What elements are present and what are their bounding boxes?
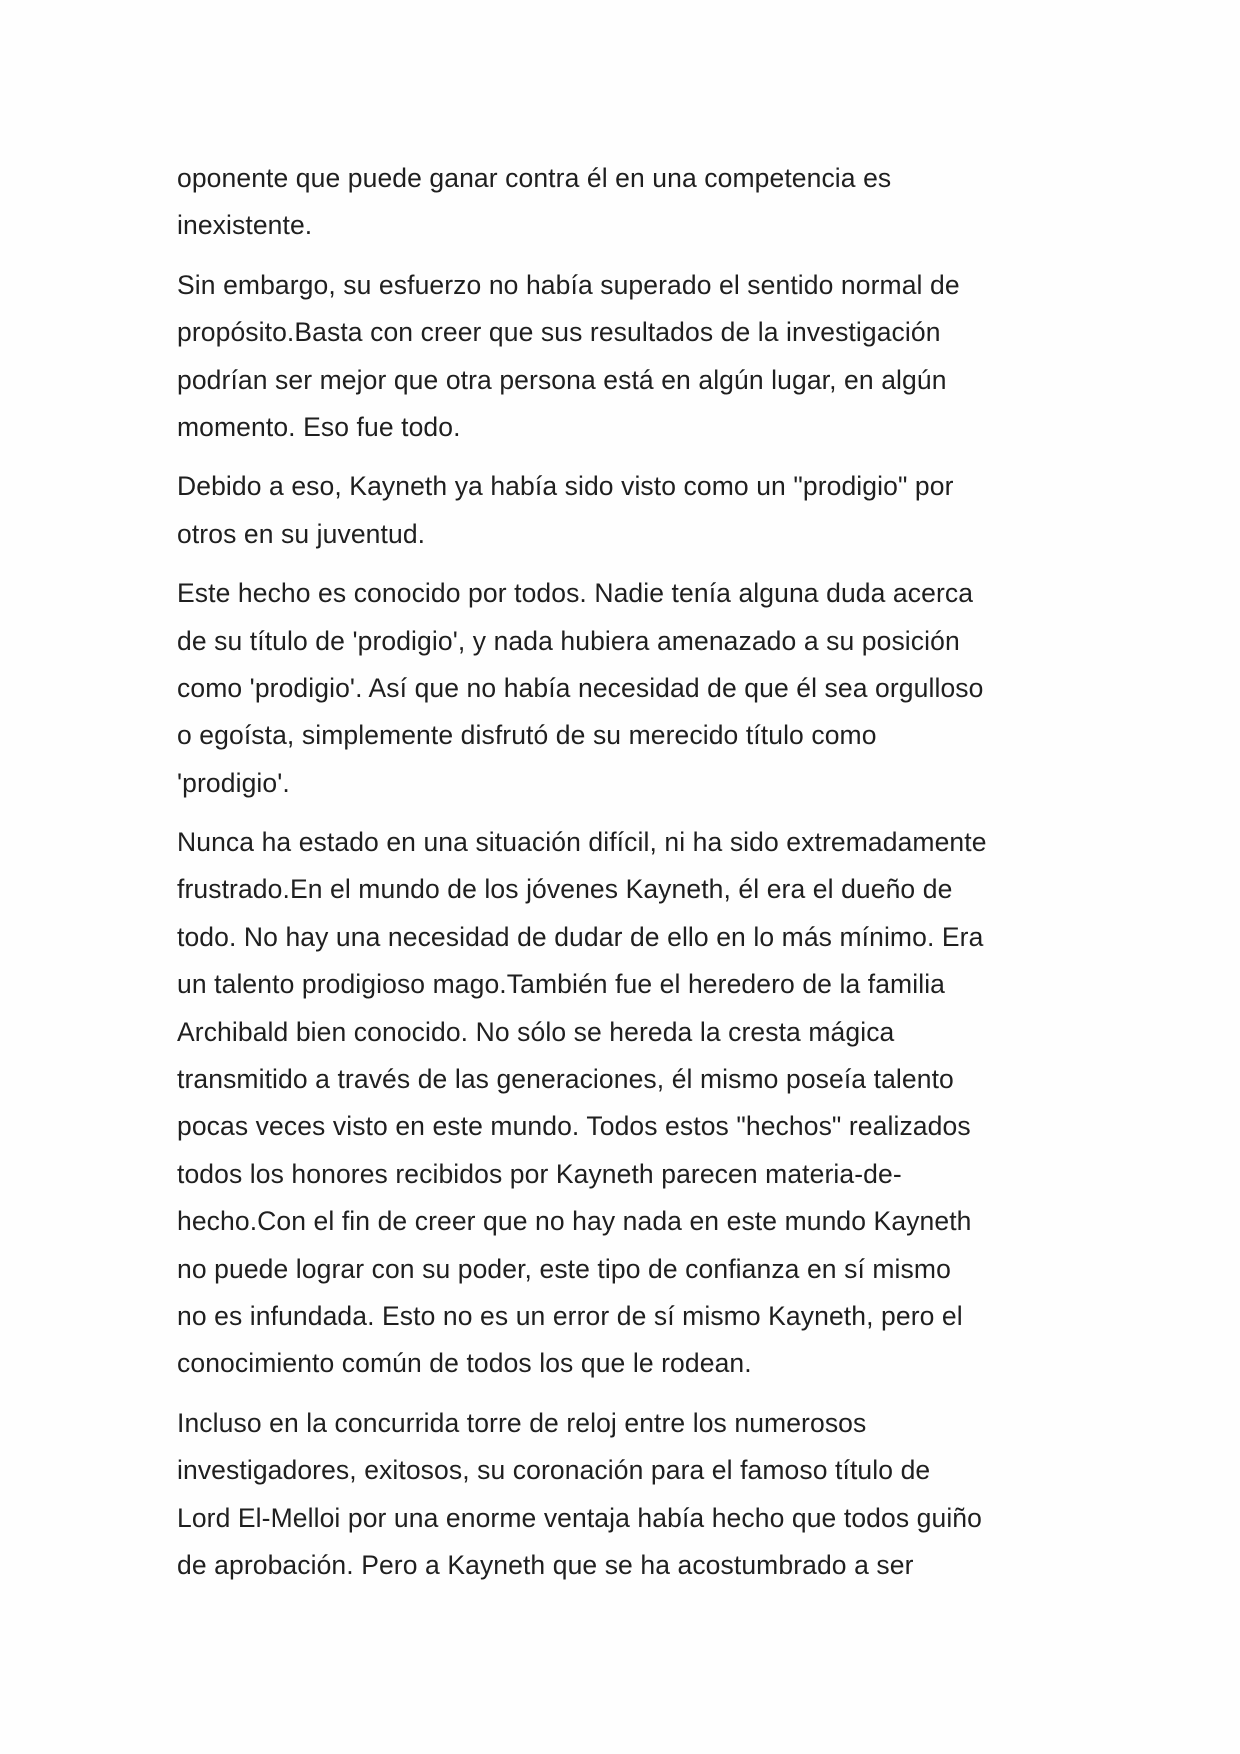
text-line: frustrado.En el mundo de los jóvenes Kayneth, él era el dueño de xyxy=(177,874,953,905)
text-line: 'prodigio'. xyxy=(177,767,290,798)
paragraph xyxy=(177,262,1077,452)
text-line: otros en su juventud. xyxy=(177,518,426,549)
text-line: investigadores, exitosos, su coronación para el famoso título de xyxy=(177,1455,931,1486)
text-line: Nunca ha estado en una situación difícil, ni ha sido extremadamente xyxy=(177,827,987,858)
paragraph xyxy=(177,1400,1077,1590)
text-line: todo. No hay una necesidad de dudar de ello en lo más mínimo. Era xyxy=(177,921,984,952)
paragraph xyxy=(177,155,1077,250)
text-line: inexistente. xyxy=(177,210,313,241)
text-line: Debido a eso, Kayneth ya había sido visto como un "prodigio" por xyxy=(177,471,954,502)
text-line: Archibald bien conocido. No sólo se hereda la cresta mágica xyxy=(177,1016,895,1047)
text-line: hecho.Con el fin de creer que no hay nada en este mundo Kayneth xyxy=(177,1206,972,1237)
text-line: o egoísta, simplemente disfrutó de su merecido título como xyxy=(177,720,877,751)
text-line: de su título de 'prodigio', y nada hubiera amenazado a su posición xyxy=(177,625,960,656)
text-line: podrían ser mejor que otra persona está en algún lugar, en algún xyxy=(177,364,947,395)
text-line: Este hecho es conocido por todos. Nadie tenía alguna duda acerca xyxy=(177,578,974,609)
paragraph xyxy=(177,570,1077,807)
paragraph xyxy=(177,463,1077,558)
text-line: conocimiento común de todos los que le rodean. xyxy=(177,1348,752,1379)
text-line: Sin embargo, su esfuerzo no había superado el sentido normal de xyxy=(177,269,960,300)
text-line: como 'prodigio'. Así que no había necesidad de que él sea orgulloso xyxy=(177,672,984,703)
text-line: de aprobación. Pero a Kayneth que se ha acostumbrado a ser xyxy=(177,1549,914,1580)
text-line: propósito.Basta con creer que sus resultados de la investigación xyxy=(177,317,941,348)
text-line: todos los honores recibidos por Kayneth parecen materia-de- xyxy=(177,1158,902,1189)
body-text xyxy=(177,155,1077,1601)
text-line: no puede lograr con su poder, este tipo de confianza en sí mismo xyxy=(177,1253,951,1284)
paragraph xyxy=(177,819,1077,1388)
text-line: transmitido a través de las generaciones, él mismo poseía talento xyxy=(177,1064,954,1095)
text-line: Lord El-Melloi por una enorme ventaja había hecho que todos guiño xyxy=(177,1502,982,1533)
text-line: pocas veces visto en este mundo. Todos estos "hechos" realizados xyxy=(177,1111,971,1142)
text-line: un talento prodigioso mago.También fue el heredero de la familia xyxy=(177,969,946,1000)
text-line: Incluso en la concurrida torre de reloj entre los numerosos xyxy=(177,1407,867,1438)
text-line: momento. Eso fue todo. xyxy=(177,411,461,442)
text-line: no es infundada. Esto no es un error de sí mismo Kayneth, pero el xyxy=(177,1300,963,1331)
text-line: oponente que puede ganar contra él en una competencia es xyxy=(177,163,892,193)
